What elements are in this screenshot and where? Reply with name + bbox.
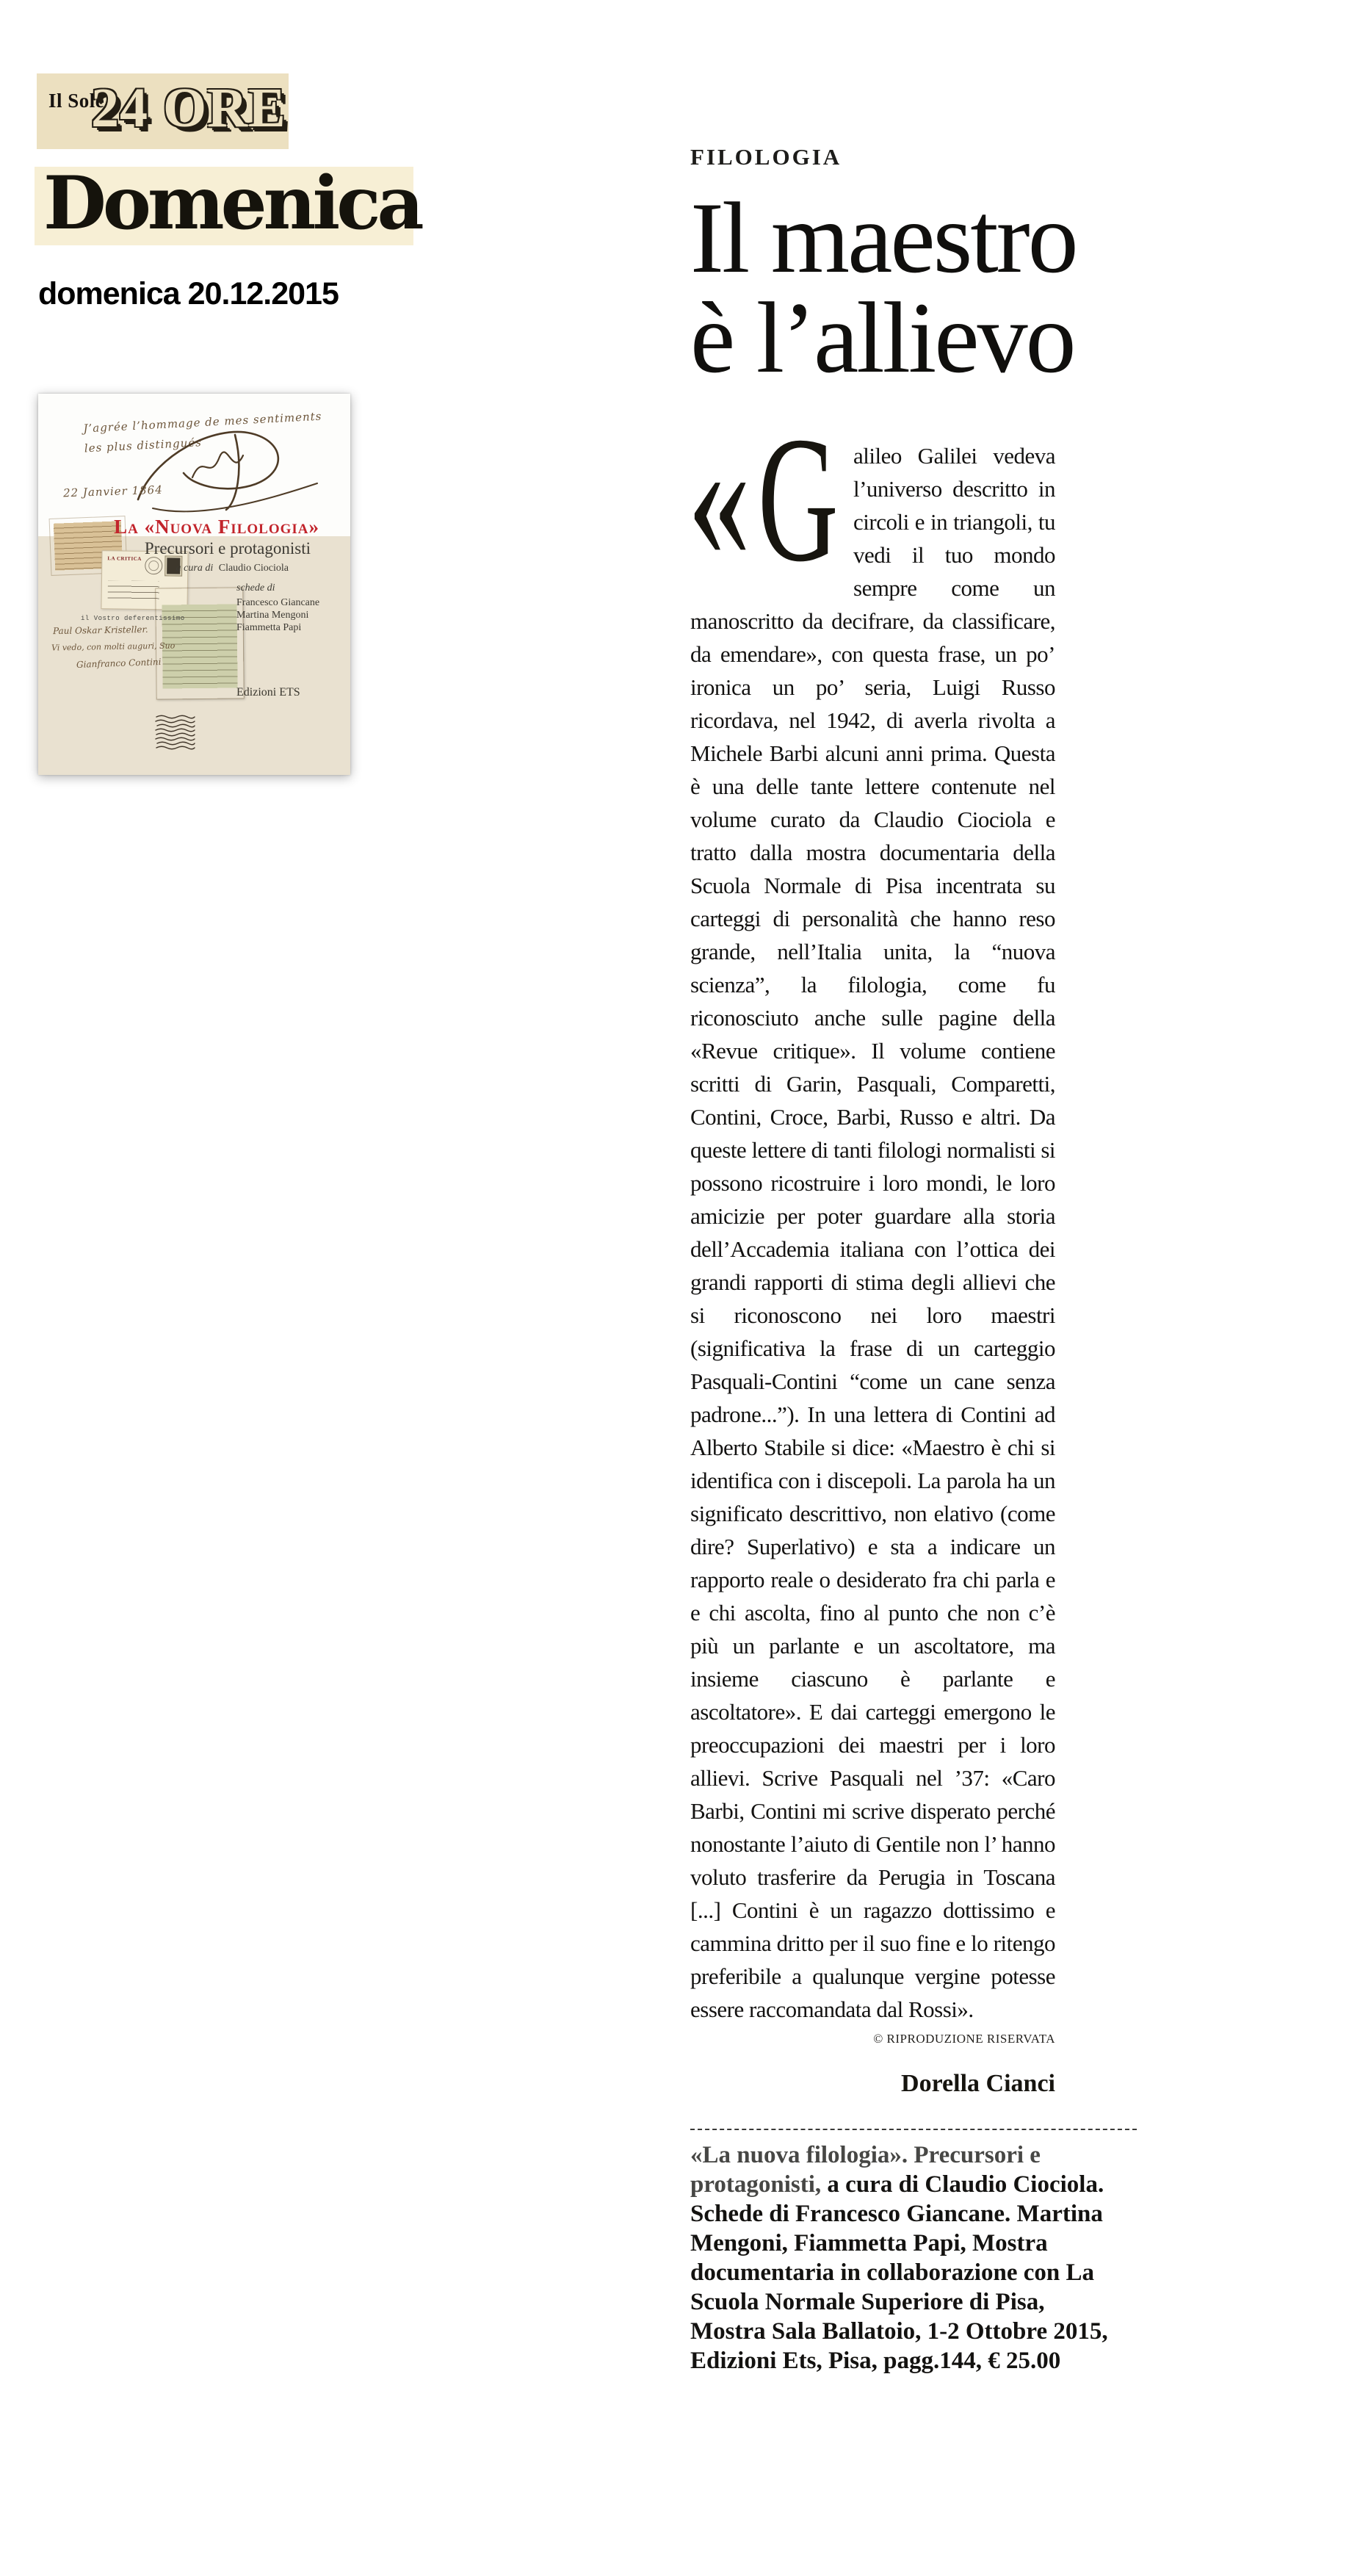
- schede-label: schede di: [236, 582, 275, 594]
- book-review-details: [690, 2140, 1124, 2375]
- postcard-header: LA CRITICA: [107, 555, 142, 562]
- masthead-sole24ore-logo: [37, 73, 289, 149]
- cover-book-subtitle: Precursori e protagonisti: [144, 539, 311, 558]
- cover-curator-line: [176, 563, 289, 574]
- cover-handwritten-dedication: J’agrée l’hommage de mes sentiments les plus distingués: [83, 409, 322, 455]
- supplement-banner: [35, 161, 421, 246]
- cover-handwritten-date: 22 Janvier 1864: [62, 483, 164, 500]
- curator-name: Claudio Ciociola: [218, 563, 289, 574]
- cover-schede-block: [236, 582, 319, 634]
- curator-prefix: a cura di: [176, 563, 214, 574]
- handwritten-signature-contini: Gianfranco Contini: [76, 656, 162, 671]
- supplement-title: Domenica: [43, 161, 421, 246]
- masthead-24ore-text: 24 ORE: [91, 77, 286, 139]
- drop-cap-letter: G: [758, 400, 839, 599]
- headline-line-1: Il maestro: [690, 181, 1077, 294]
- ets-waves-logo-icon: [154, 714, 197, 751]
- cover-publisher: Edizioni ETS: [236, 686, 300, 699]
- article-column: [687, 144, 1140, 2375]
- schede-author-3: Fiammetta Papi: [236, 622, 302, 633]
- postcard-address-lines: [108, 580, 159, 600]
- masthead-ilsole-text: Il Sole: [48, 90, 105, 112]
- postmark-icon: [145, 557, 162, 574]
- issue-date: domenica 20.12.2015: [38, 276, 339, 311]
- article-author: Dorella Cianci: [901, 2070, 1055, 2097]
- handwritten-signature-flourish: [125, 413, 323, 530]
- schede-author-1: Francesco Giancane: [236, 597, 320, 608]
- book-cover-image: [38, 394, 350, 775]
- copyright-notice: © RIPRODUZIONE RISERVATA: [873, 2032, 1055, 2046]
- handwritten-closing-line: Vi vedo, con molti auguri, Suo: [51, 641, 176, 653]
- article-body-text: alileo Galilei vedeva l’universo descritto in circoli e in triangoli, tu vedi il tuo mondo sempre come un manoscritto da decifrare, da classificare, da emendare», con questa frase, un po’ ironica un po’ seria, Luigi Russo ricordava, nel 1942, di averla rivolta a Michele Barbi alcuni anni prima. Questa è una delle tante lettere contenute nel volume curato da Claudio Ciociola e tratto dalla mostra documentaria della Scuola Normale di Pisa incentrata su carteggi di personalità che hanno reso grande, nell’Italia unita, la “nuova scienza”, la filologia, come fu riconosciuto anche sulle pagine della «Revue critique». Il volume contiene scritti di Garin, Pasquali, Comparetti, Contini, Croce, Barbi, Russo e altri. Da queste lettere di tanti filologi normalisti si possono ricostruire i loro mondi, le loro amicizie per poter guardare alla storia dell’Accademia italiana con l’ottica dei grandi rapporti di stima degli allievi che si riconoscono nei loro maestri (significativa la frase di un carteggio Pasquali-Contini “come un cane senza padrone...”). In una lettera di Contini ad Alberto Stabile si dice: «Maestro è chi si identifica con i discepoli. La parola ha un significato descrittivo, non elativo (come dire? Superlativo) e sta a indicare un rapporto reale o desiderato fra chi parla e e chi ascolta, fino al punto che non c’è più un parlante e un ascoltatore, ma insieme ciascuno è parlante e ascoltatore». E dai carteggi emergono le preoccupazioni dei maestri per i loro allievi. Scrive Pasquali nel ’37: «Caro Barbi, Contini mi scrive disperato perché nonostante l’aiuto di Gentile non l’ hanno voluto trasferire da Perugia in Toscana [...] Contini è un ragazzo dottissimo e cammina dritto per il suo fine e lo ritengo preferibile a qualunque vergine potesse essere raccomandata dal Rossi».: [690, 443, 1056, 2022]
- review-book-title: «La nuova filologia». Precursori e protagonisti,: [690, 2142, 1041, 2198]
- typed-closing-line: il Vostro deferentissimo: [81, 615, 185, 622]
- review-publication-details: a cura di Claudio Ciociola. Schede di Francesco Giancane. Martina Mengoni, Fiammetta Papi, Mostra documentaria in collaborazione con La Scuola Normale Superiore di Pisa, Mostra Sala Ballatoio, 1-2 Ottobre 2015, Edizioni Ets, Pisa, pagg.144, € 25.00: [690, 2171, 1108, 2374]
- handwritten-signature-kristeller: Paul Oskar Kristeller.: [52, 624, 148, 637]
- schede-author-2: Martina Mengoni: [236, 610, 309, 621]
- section-kicker: FILOLOGIA: [690, 144, 842, 170]
- article-body: [687, 399, 1056, 2026]
- article-headline: [690, 181, 1140, 394]
- headline-line-2: è l’allievo: [690, 281, 1074, 394]
- drop-cap: [687, 399, 846, 599]
- drop-cap-quote-mark: «: [687, 399, 751, 594]
- cover-book-title: La «Nuova Filologia»: [114, 516, 319, 538]
- dashed-divider: [690, 2129, 1137, 2130]
